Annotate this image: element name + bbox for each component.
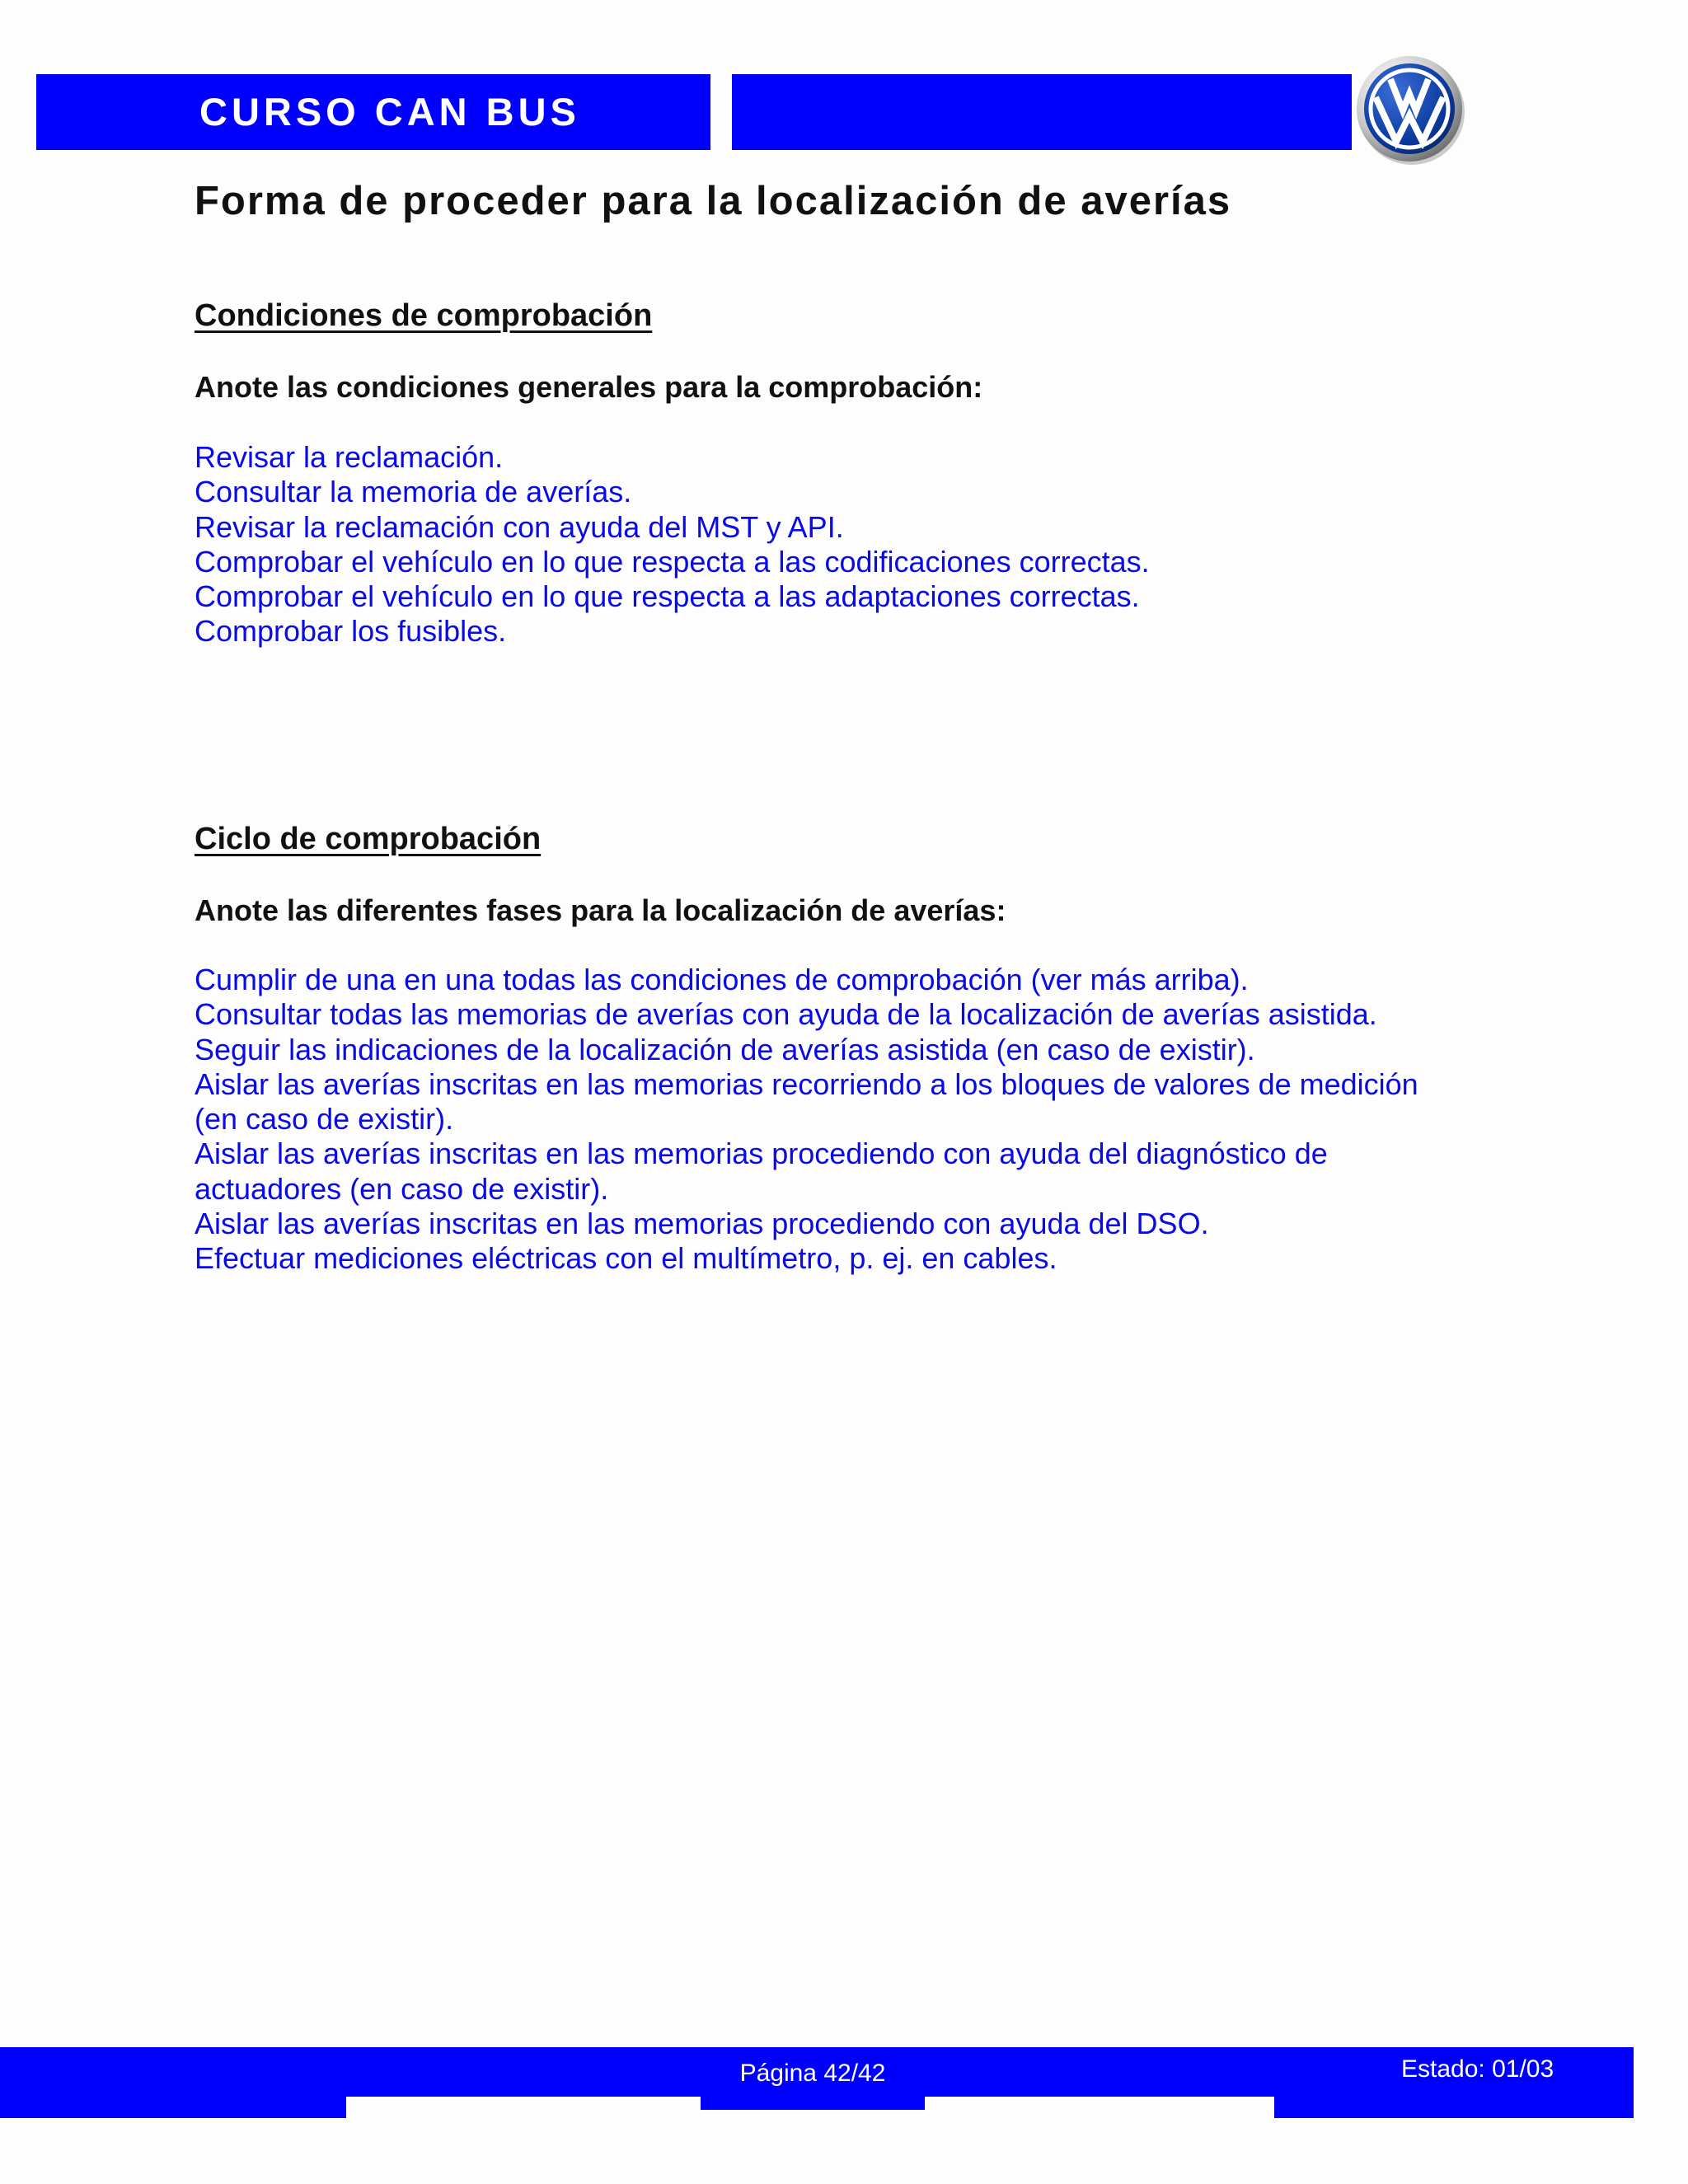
list-item: Aislar las averías inscritas en las memorias procediendo con ayuda del diagnóstico de bbox=[195, 1137, 1328, 1171]
list-item: (en caso de existir). bbox=[195, 1102, 454, 1137]
list-item: Efectuar mediciones eléctricas con el multímetro, p. ej. en cables. bbox=[195, 1241, 1057, 1276]
course-title: CURSO CAN BUS bbox=[199, 90, 580, 134]
section-heading-test-cycle: Ciclo de comprobación bbox=[195, 822, 542, 856]
footer-tab-center bbox=[701, 2097, 925, 2110]
list-item: Consultar todas las memorias de averías con ayuda de la localización de averías asistida. bbox=[195, 997, 1377, 1032]
footer-tab-right bbox=[1274, 2097, 1634, 2118]
list-item: Aislar las averías inscritas en las memorias recorriendo a los bloques de valores de medición bbox=[195, 1066, 1418, 1101]
test-conditions-answer-list bbox=[195, 440, 1480, 649]
list-item: Aislar las averías inscritas en las memorias procediendo con ayuda del DSO. bbox=[195, 1207, 1209, 1241]
footer-tab-left bbox=[0, 2097, 346, 2118]
page-number: Página 42/42 bbox=[739, 2060, 886, 2087]
list-item: Cumplir de una en una todas las condiciones de comprobación (ver más arriba). bbox=[195, 963, 1249, 996]
list-item: Comprobar el vehículo en lo que respecta a las codificaciones correctas. bbox=[195, 544, 1150, 579]
list-item: Comprobar los fusibles. bbox=[195, 614, 507, 649]
volkswagen-logo-icon bbox=[1352, 51, 1467, 166]
list-item: Consultar la memoria de averías. bbox=[195, 475, 632, 509]
test-cycle-prompt: Anote las diferentes fases para la localización de averías: bbox=[195, 893, 1006, 927]
list-item: Revisar la reclamación. bbox=[195, 440, 504, 474]
header-accent-bar bbox=[732, 74, 1352, 150]
list-item: Comprobar el vehículo en lo que respecta a las adaptaciones correctas. bbox=[195, 579, 1140, 614]
test-conditions-prompt: Anote las condiciones generales para la comprobación: bbox=[195, 370, 983, 404]
list-item: Seguir las indicaciones de la localización de averías asistida (en caso de existir). bbox=[195, 1032, 1255, 1066]
list-item: Revisar la reclamación con ayuda del MST y API. bbox=[195, 509, 844, 544]
list-item: actuadores (en caso de existir). bbox=[195, 1171, 609, 1206]
page-title: Forma de proceder para la localización de averías bbox=[195, 179, 1232, 223]
status-label: Estado: 01/03 bbox=[1401, 2055, 1554, 2083]
header-title-bar bbox=[36, 74, 710, 150]
section-heading-test-conditions: Condiciones de comprobación bbox=[195, 298, 653, 333]
test-cycle-answer-list bbox=[195, 963, 1480, 1277]
